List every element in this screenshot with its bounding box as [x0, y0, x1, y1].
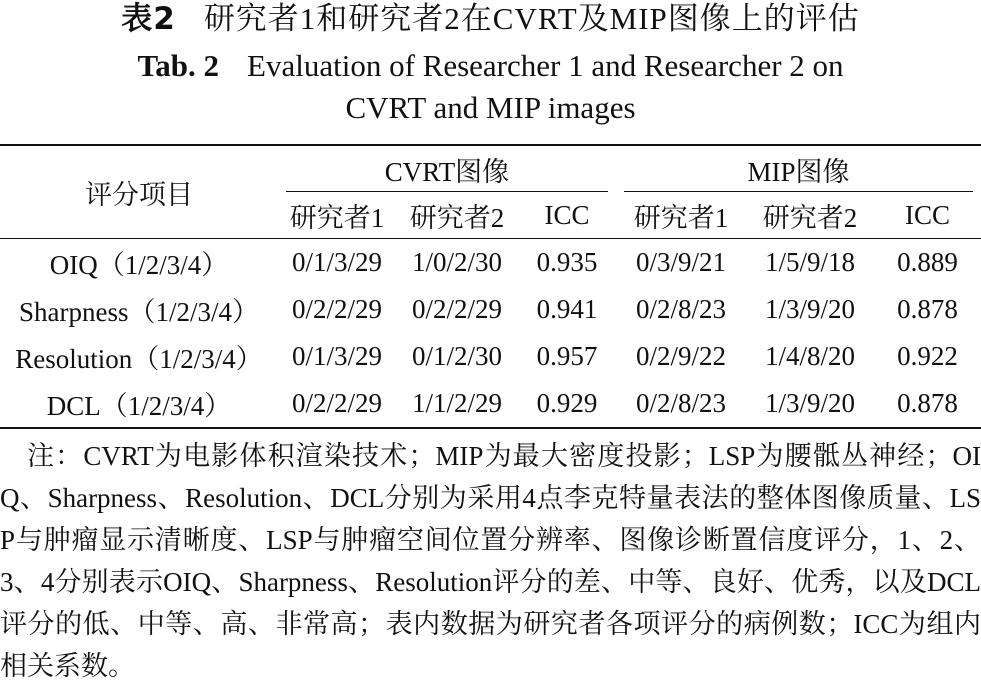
table-cell: 0.878 [897, 294, 958, 324]
table-cell: 1/4/8/20 [764, 341, 855, 371]
table-caption-chinese [0, 0, 981, 36]
table-caption-english [0, 44, 981, 130]
table-number-chinese: 表2 [121, 1, 176, 37]
row-item-label: OIQ（1/2/3/4） [49, 250, 229, 280]
table-row [0, 333, 981, 380]
table-title-english-line2: CVRT and MIP images [345, 90, 636, 125]
table-cell: 1/3/9/20 [764, 388, 855, 418]
table-cell: 0.889 [897, 247, 958, 277]
table-title-english-line1: Tab. 2 Evaluation of Researcher 1 and Researcher 2 on [137, 48, 844, 83]
table-cell: 0/3/9/21 [635, 247, 726, 277]
table-cell: 0.935 [536, 247, 598, 277]
sub-header-cvrt-researcher2: 研究者2 [396, 192, 518, 239]
table-cell: 0/2/2/29 [411, 294, 502, 324]
table-cell: 0.929 [536, 388, 598, 418]
table-row [0, 286, 981, 333]
row-item-label: Sharpness（1/2/3/4） [19, 297, 259, 327]
sub-header-cvrt-researcher1: 研究者1 [278, 192, 396, 239]
table-cell: 0/2/8/23 [635, 388, 726, 418]
table-cell: 1/5/9/18 [764, 247, 855, 277]
table-cell: 1/3/9/20 [764, 294, 855, 324]
row-item-label: DCL（1/2/3/4） [46, 391, 232, 421]
table-cell: 1/1/2/29 [411, 388, 502, 418]
table-title-chinese: 研究者1和研究者2在CVRT及MIP图像上的评估 [203, 1, 860, 36]
sub-header-mip-researcher2: 研究者2 [746, 192, 874, 239]
table-cell: 0/1/2/30 [411, 341, 502, 371]
sub-header-cvrt-icc: ICC [518, 192, 616, 239]
table-cell: 0/2/2/29 [291, 388, 382, 418]
table-cell: 0.878 [897, 388, 958, 418]
table-cell: 0.941 [536, 294, 598, 324]
table-cell: 1/0/2/30 [411, 247, 502, 277]
sub-header-mip-researcher1: 研究者1 [616, 192, 746, 239]
item-header: 评分项目 [0, 145, 278, 239]
table-cell: 0/1/3/29 [291, 247, 382, 277]
table-cell: 0.957 [536, 341, 598, 371]
table-row [0, 380, 981, 428]
table-number-english: Tab. 2 [137, 48, 220, 83]
table-cell: 0/2/9/22 [635, 341, 726, 371]
row-item-label: Resolution（1/2/3/4） [15, 344, 263, 374]
group-header-cvrt: CVRT图像 [278, 145, 616, 192]
table-cell: 0/2/2/29 [291, 294, 382, 324]
sub-header-mip-icc: ICC [874, 192, 981, 239]
table-row [0, 239, 981, 287]
evaluation-table [0, 144, 981, 429]
group-header-mip: MIP图像 [616, 145, 981, 192]
table-cell: 0/2/8/23 [635, 294, 726, 324]
table-cell: 0/1/3/29 [291, 341, 382, 371]
table-cell: 0.922 [897, 341, 958, 371]
table-footnote: 注：CVRT为电影体积渲染技术；MIP为最大密度投影；LSP为腰骶丛神经；OIQ、Sharpness、Resolution、DCL分别为采用4点李克特量表法的整体图像质量、LSP与肿瘤显示清晰度、LSP与肿瘤空间位置分辨率、图像诊断置信度评分，1、2、3、4分别表示OIQ、Sharpness、Resolution评分的差、中等、良好、优秀，以及DCL评分的低、中等、高、非常高；表内数据为研究者各项评分的病例数；ICC为组内相关系数。 [0, 441, 981, 681]
